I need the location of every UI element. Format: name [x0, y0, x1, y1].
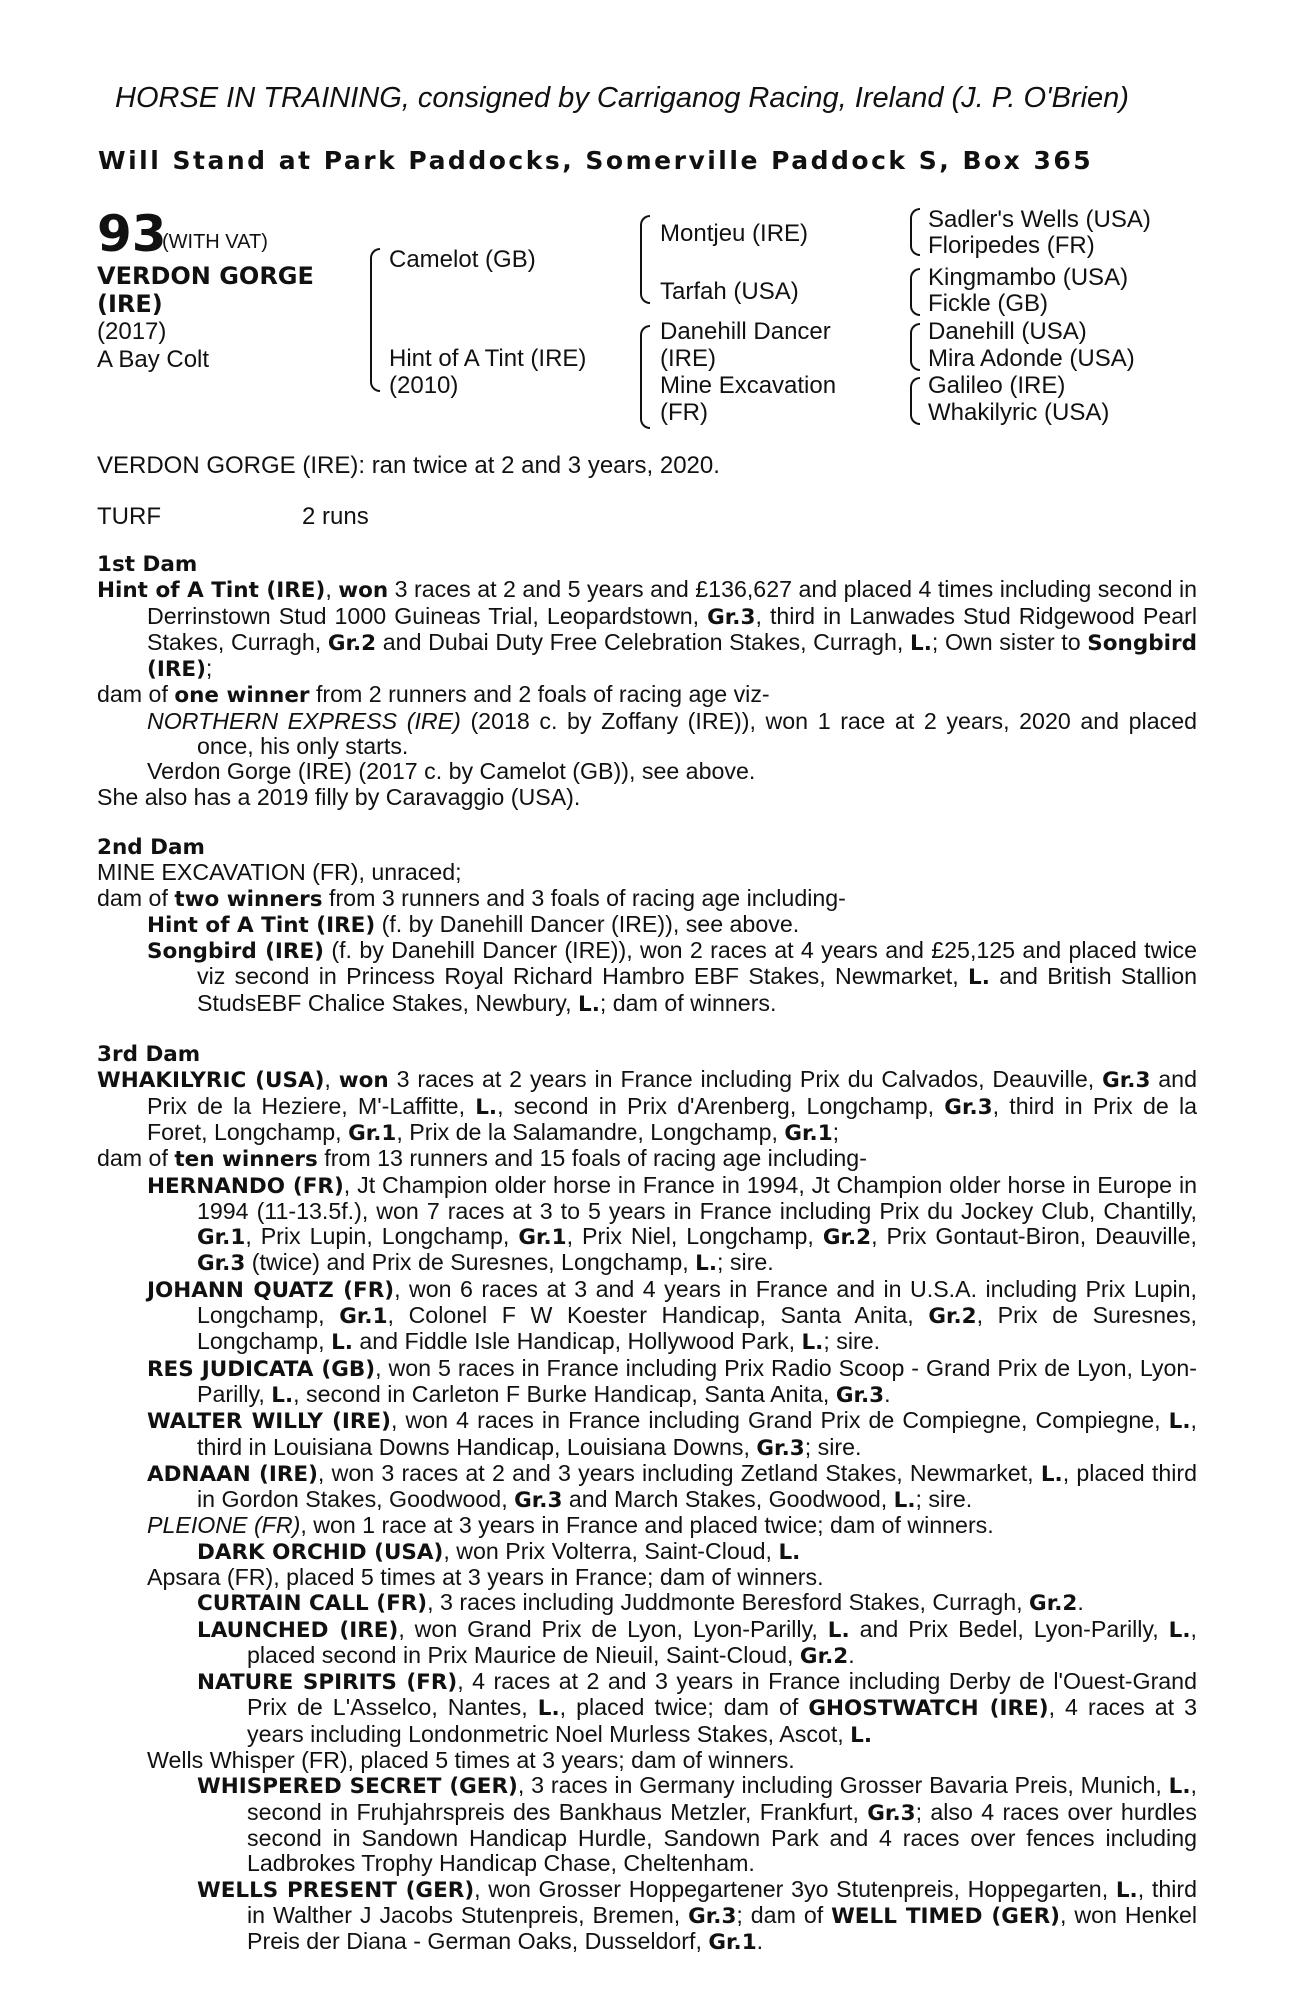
- pedigree-g5: Danehill (USA): [928, 318, 1087, 345]
- pedigree-g8: Whakilyric (USA): [928, 399, 1110, 426]
- pedigree-brace-g4: [910, 377, 920, 425]
- pedigree-g6: Mira Adonde (USA): [928, 345, 1135, 372]
- third-dam-heading: 3rd Dam: [97, 1042, 201, 1068]
- offspring-walter-willy: WALTER WILLY (IRE), won 4 races in France including Grand Prix de Compiegne, Compiegne, L., third in Louisiana Downs Handicap, Louisiana Downs, Gr.3; sire.: [147, 1407, 1197, 1461]
- pedigree-g4: Fickle (GB): [928, 290, 1048, 317]
- dam-pages: [97, 552, 1197, 1955]
- grand-offspring-curtain-call: CURTAIN CALL (FR), 3 races including Juddmonte Beresford Stakes, Curragh, Gr.2.: [197, 1589, 1084, 1617]
- second-dam-record: MINE EXCAVATION (FR), unraced;: [97, 859, 462, 886]
- first-dam-other-foals: She also has a 2019 filly by Caravaggio (USA).: [97, 783, 581, 810]
- second-dam-heading: 2nd Dam: [97, 834, 205, 860]
- first-dam-offspring-northern-express: NORTHERN EXPRESS (IRE) (2018 c. by Zoffany (IRE)), won 1 race at 2 years, 2020 and placed once, his only starts.: [147, 707, 1197, 760]
- catalogue-title: HORSE IN TRAINING, consigned by Carriganog Racing, Ireland (J. P. O'Brien): [115, 82, 1129, 114]
- stand-location: Will Stand at Park Paddocks, Somerville Paddock S, Box 365: [98, 146, 1094, 175]
- horse-name-line1: VERDON GORGE: [97, 262, 314, 290]
- offspring-hernando: HERNANDO (FR), Jt Champion older horse in France in 1994, Jt Champion older horse in Europe in 1994 (11-13.5f.), won 7 races at 3 to 5 years in France including Prix du Jockey Club, Chantilly, Gr.1, Prix Lupin, Longchamp, Gr.1, Prix Niel, Longchamp, Gr.2, Prix Gontaut-Biron, Deauville, Gr.3 (twice) and Prix de Suresnes, Longchamp, L.; sire.: [147, 1171, 1197, 1277]
- second-dam-offspring-hint-of-a-tint: Hint of A Tint (IRE) (f. by Danehill Dancer (IRE)), see above.: [147, 910, 800, 938]
- first-dam-offspring-verdon-gorge: Verdon Gorge (IRE) (2017 c. by Camelot (GB)), see above.: [147, 758, 756, 785]
- third-dam-record: WHAKILYRIC (USA), won 3 races at 2 years in France including Prix du Calvados, Deauville, Gr.3 and Prix de la Heziere, M'-Laffitte, L., second in Prix d'Arenberg, Longchamp, Gr.3, third in Prix de la Foret, Longchamp, Gr.1, Prix de la Salamandre, Longchamp, Gr.1;: [97, 1066, 1197, 1146]
- grand-offspring-nature-spirits: NATURE SPIRITS (FR), 4 races at 2 and 3 years in France including Derby de l'Ouest-Grand Prix de L'Asselco, Nantes, L., placed twice; dam of GHOSTWATCH (IRE), 4 races at 3 years including Londonmetric Noel Murless Stakes, Ascot, L.: [197, 1668, 1198, 1748]
- pedigree-sire: Camelot (GB): [389, 246, 536, 273]
- pedigree-brace-dam: [640, 325, 650, 429]
- second-dam-offspring-songbird: Songbird (IRE) (f. by Danehill Dancer (IRE)), won 2 races at 4 years and £25,125 and placed twice viz second in Princess Royal Richard Hambro EBF Stakes, Newmarket, L. and British Stallion StudsEBF Chalice Stakes, Newbury, L.; dam of winners.: [147, 937, 1197, 1017]
- pedigree-brace-gen1: [370, 248, 380, 392]
- pedigree-sire-dam: Tarfah (USA): [660, 278, 799, 305]
- vat-note: (WITH VAT): [162, 231, 268, 253]
- pedigree-dam-dam-line2: (FR): [660, 399, 708, 426]
- surface-label: TURF: [97, 503, 161, 530]
- pedigree-sire-sire: Montjeu (IRE): [660, 220, 809, 247]
- pedigree-dam: Hint of A Tint (IRE): [389, 345, 587, 372]
- first-dam-heading: 1st Dam: [97, 552, 198, 577]
- pedigree-brace-g1: [910, 208, 920, 256]
- third-dam-produce-summary: dam of ten winners from 13 runners and 15 foals of racing age including-: [97, 1145, 867, 1173]
- offspring-res-judicata: RES JUDICATA (GB), won 5 races in France including Prix Radio Scoop - Grand Prix de Lyon, Lyon-Parilly, L., second in Carleton F Burke Handicap, Santa Anita, Gr.3.: [147, 1354, 1198, 1408]
- pedigree-g3: Kingmambo (USA): [928, 264, 1129, 291]
- pedigree-dam-year: (2010): [389, 372, 459, 399]
- foaling-year: (2017): [97, 318, 167, 345]
- offspring-wells-whisper: Wells Whisper (FR), placed 5 times at 3 years; dam of winners.: [147, 1747, 795, 1774]
- pedigree-brace-g2: [910, 268, 920, 316]
- pedigree-dam-dam-line1: Mine Excavation: [660, 372, 837, 399]
- pedigree-dam-sire-line2: (IRE): [660, 345, 716, 372]
- grand-offspring-launched: LAUNCHED (IRE), won Grand Prix de Lyon, Lyon-Parilly, L. and Prix Bedel, Lyon-Parilly, L., placed second in Prix Maurice de Nieuil, Saint-Cloud, Gr.2.: [197, 1615, 1197, 1669]
- grand-offspring-dark-orchid: DARK ORCHID (USA), won Prix Volterra, Saint-Cloud, L.: [197, 1537, 801, 1565]
- pedigree-brace-g3: [910, 323, 920, 371]
- offspring-apsara: Apsara (FR), placed 5 times at 3 years in France; dam of winners.: [147, 1563, 824, 1590]
- horse-name-line2: (IRE): [97, 290, 163, 318]
- grand-offspring-whispered-secret: WHISPERED SECRET (GER), 3 races in Germany including Grosser Bavaria Preis, Munich, L., second in Fruhjahrspreis des Bankhaus Metzler, Frankfurt, Gr.3; also 4 races over hurdles second in Sandown Handicap Hurdle, Sandown Park and 4 races over fences including Ladbrokes Trophy Handicap Chase, Cheltenham.: [197, 1772, 1197, 1877]
- second-dam-produce-summary: dam of two winners from 3 runners and 3 foals of racing age including-: [97, 884, 846, 912]
- offspring-pleione: PLEIONE (FR), won 1 race at 3 years in France and placed twice; dam of winners.: [147, 1512, 994, 1539]
- pedigree-dam-sire-line1: Danehill Dancer: [660, 318, 831, 345]
- horse-name: [97, 262, 347, 374]
- horse-description: A Bay Colt: [97, 346, 210, 373]
- first-dam-record: Hint of A Tint (IRE), won 3 races at 2 and 5 years and £136,627 and placed 4 times including second in Derrinstown Stud 1000 Guineas Trial, Leopardstown, Gr.3, third in Lanwades Stud Ridgewood Pearl Stakes, Curragh, Gr.2 and Dubai Duty Free Celebration Stakes, Curragh, L.; Own sister to Songbird (IRE);: [97, 576, 1197, 683]
- pedigree-brace-sire: [640, 215, 650, 304]
- pedigree-g1: Sadler's Wells (USA): [928, 206, 1151, 233]
- runs-count: 2 runs: [302, 503, 369, 530]
- pedigree-g2: Floripedes (FR): [928, 232, 1095, 259]
- first-dam-produce-summary: dam of one winner from 2 runners and 2 foals of racing age viz-: [97, 681, 770, 709]
- race-record-summary: VERDON GORGE (IRE): ran twice at 2 and 3 years, 2020.: [97, 452, 720, 479]
- lot-number: 93: [97, 205, 167, 263]
- grand-offspring-wells-present: WELLS PRESENT (GER), won Grosser Hoppegartener 3yo Stutenpreis, Hoppegarten, L., third in Walther J Jacobs Stutenpreis, Bremen, Gr.3; dam of WELL TIMED (GER), won Henkel Preis der Diana - German Oaks, Dusseldorf, Gr.1.: [197, 1875, 1197, 1956]
- pedigree-g7: Galileo (IRE): [928, 372, 1066, 399]
- offspring-adnaan: ADNAAN (IRE), won 3 races at 2 and 3 years including Zetland Stakes, Newmarket, L., placed third in Gordon Stakes, Goodwood, Gr.3 and March Stakes, Goodwood, L.; sire.: [147, 1459, 1198, 1514]
- offspring-johann-quatz: JOHANN QUATZ (FR), won 6 races at 3 and 4 years in France and in U.S.A. including Prix Lupin, Longchamp, Gr.1, Colonel F W Koester Handicap, Santa Anita, Gr.2, Prix de Suresnes, Longchamp, L. and Fiddle Isle Handicap, Hollywood Park, L.; sire.: [147, 1275, 1198, 1356]
